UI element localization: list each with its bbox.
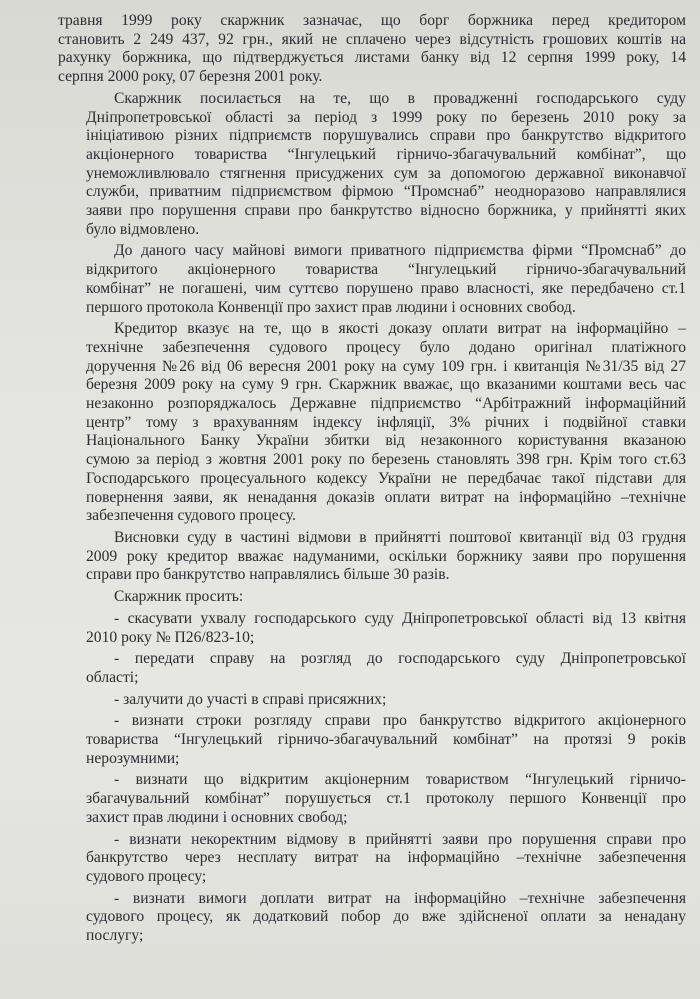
text-line: першого протокола Конвенції про захист прав людини і основних свобод. [86, 298, 576, 316]
document-body [58, 12, 686, 949]
text-line: судового процесу; [86, 867, 207, 885]
text-line: акціонерного товариства “Інгулецький гірничо-збагачувальний комбінат”, що [86, 145, 686, 163]
paragraph-gap [58, 946, 686, 949]
text-line: Висновки суду в частині відмови в прийнятті поштової квитанції від 03 грудня [114, 528, 686, 546]
text-line: банкрутство через несплату витрат на інформаційно –технічне забезпечення [86, 849, 686, 867]
list-item [58, 831, 686, 887]
text-line: До даного часу майнові вимоги приватного підприємства фірми “Промснаб” до [114, 242, 686, 260]
text-line: 2010 року № П26/823-10; [86, 628, 255, 646]
text-line: захист прав людини і основних свобод; [86, 808, 348, 826]
text-line: Національного Банку України збитки від незаконного користування вказаною [86, 432, 686, 450]
text-line: Господарського процесуального кодексу України не передбачає такої підстави для [86, 469, 686, 487]
text-line: сумою за період з жовтня 2001 року по березень становлять 398 грн. Крім того ст.63 [86, 451, 686, 469]
text-line: центр” тому з врахуванням індексу інфляції, 3% річних і подвійної ставки [86, 413, 686, 431]
text-line: рахунку боржника, що підтверджується листами банку від 12 серпня 1999 року, 14 [58, 49, 686, 67]
text-line: - передати справу на розгляд до господарського суду Дніпропетровської [114, 650, 686, 668]
text-line: збагачувальний комбінат” порушується ст.1 протоколу першого Конвенції про [86, 790, 686, 808]
paragraph [58, 90, 686, 240]
text-line: товариства “Інгулецький гірничо-збагачувальний комбінат” на протязі 9 років [86, 731, 686, 749]
paragraph [58, 320, 686, 526]
text-line: комбінат” не погашені, чим суттєво порушено право власності, яке передбачено ст.1 [86, 279, 686, 297]
text-line: заяви про порушення справи про банкрутство відносно боржника, у прийнятті яких [86, 202, 686, 220]
text-line: - залучити до участі в справі присяжних; [114, 690, 387, 708]
text-line: справи про банкрутство направлялись більше 30 разів. [86, 566, 450, 584]
text-line: Кредитор вказує на те, що в якості доказу оплати витрат на інформаційно – [114, 320, 686, 338]
text-line: Дніпропетровської області за період з 1999 року по березень 2010 року за [86, 108, 686, 126]
list-item [58, 691, 686, 710]
text-line: березня 2009 року на суму 9 грн. Скаржник вважає, що вказаними коштами весь час [86, 376, 686, 394]
text-line: 2009 року кредитор вважає надуманими, оскільки боржнику заяви про порушення [86, 547, 686, 565]
text-line: - визнати вимоги доплати витрат на інформаційно –технічне забезпечення [114, 889, 686, 907]
list-item [58, 771, 686, 827]
text-line: - визнати некоректним відмову в прийнятті заяви про порушення справи про [114, 830, 686, 848]
paragraph [58, 588, 686, 607]
text-line: - визнати строки розгляду справи про банкрутство відкритого акціонерного [114, 712, 686, 730]
paragraph [58, 529, 686, 585]
text-line: служби, приватним підприємством фірмою “Промснаб” неодноразово направлялися [86, 183, 686, 201]
text-line: послугу; [86, 927, 144, 945]
text-line: технічне забезпечення судового процесу було додано оригінал платіжного [86, 338, 686, 356]
text-line: унеможливлювало стягнення присуджених сум за допомогою державної виконавчої [86, 164, 686, 182]
text-line: забезпечення судового процесу. [86, 507, 296, 525]
text-line: судового процесу, як додатковий побор до вже здійсненої оплати за ненадану [86, 908, 686, 926]
text-line: повернення заяви, як ненадання доказів оплати витрат на інформаційно –технічне [86, 488, 686, 506]
text-line: незаконно розпоряджалось Державне підприємство “Арбітражний інформаційний [86, 395, 686, 413]
text-line: травня 1999 року скаржник зазначає, що борг боржника перед кредитором [58, 12, 686, 29]
text-line: серпня 2000 року, 07 березня 2001 року. [58, 68, 323, 86]
list-item [58, 890, 686, 946]
text-line: Скаржник посилається на те, що в провадженні господарського суду [114, 89, 686, 107]
text-line: Скаржник просить: [114, 588, 244, 606]
text-line: було відмовлено. [86, 220, 200, 238]
text-line: нерозумними; [86, 749, 180, 767]
text-line: - визнати що відкритим акціонерним товариством “Інгулецький гірничо- [114, 771, 686, 789]
text-line: становить 2 249 437, 92 грн., який не сплачено через відсутність грошових коштів на [58, 30, 686, 48]
text-line: доручення №26 від 06 вересня 2001 року на суму 109 грн. і квитанція №31/35 від 27 [86, 357, 686, 375]
list-item [58, 610, 686, 647]
list-item [58, 712, 686, 768]
text-line: - скасувати ухвалу господарського суду Дніпропетровської області від 13 квітня [114, 609, 686, 627]
list-item [58, 650, 686, 687]
text-line: області; [86, 668, 139, 686]
text-line: ініціативою різних підприємств порушувались справи про банкрутство відкритого [86, 127, 686, 145]
paragraph [58, 242, 686, 317]
paragraph [58, 12, 686, 87]
text-line: відкритого акціонерного товариства “Інгулецький гірничо-збагачувальний [86, 261, 686, 279]
